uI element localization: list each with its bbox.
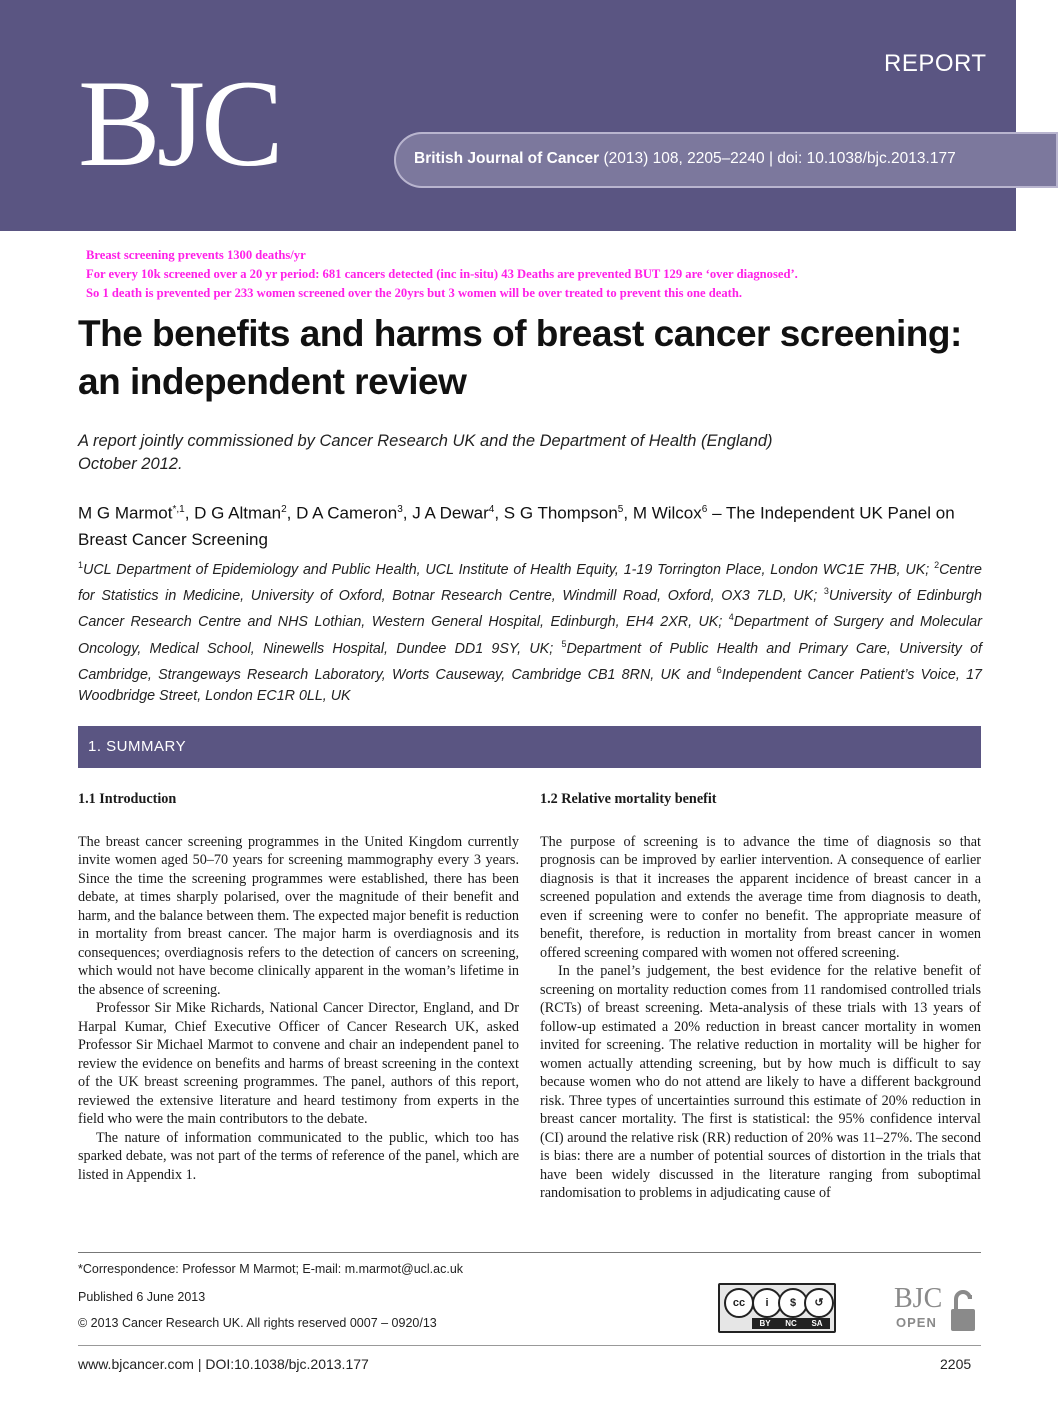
right-column — [540, 790, 981, 1203]
panel-name: – The Independent UK Panel on Breast Cancer Screening — [78, 503, 955, 549]
attribution-icon: i — [752, 1288, 782, 1318]
article-title: The benefits and harms of breast cancer screening: an independent review — [78, 313, 962, 402]
affiliation-text: UCL Department of Epidemiology and Public Health, UCL Institute of Health Equity, 1-19 Torrington Place, London WC1E 7HB, UK; — [83, 561, 935, 578]
cc-label-nc: NC — [778, 1318, 804, 1329]
open-logo-word: OPEN — [896, 1315, 937, 1330]
copyright-line: © 2013 Cancer Research UK. All rights reserved 0007 – 0920/13 — [78, 1316, 437, 1330]
section-heading: 1.1 Introduction — [78, 791, 177, 807]
article-subtitle — [78, 430, 978, 476]
subtitle-line: A report jointly commissioned by Cancer Research UK and the Department of Health (England) — [78, 432, 773, 450]
author-list: M G Marmot$^{*,1}$, D G Altman$^2$, D A Cameron$^3$, J A Dewar$^4$, S G Thompson$^5$, M Wilcox$^6$ – The Independent UK Panel on Breast Cancer Screening — [78, 503, 955, 549]
author-affiliation-mark: 3 — [397, 504, 403, 515]
footnote-divider — [78, 1252, 981, 1253]
affiliation-text: University of Edinburgh Cancer Research Centre and NHS Lothian, Western General Hospital, Edinburgh, EH4 2XR, UK; — [78, 587, 982, 631]
author-affiliation-mark: 5 — [617, 504, 624, 515]
subtitle-date: October 2012. — [78, 455, 183, 473]
author-name: M G Marmot — [78, 503, 173, 523]
author-name: D A Cameron — [296, 503, 398, 523]
section-header — [78, 726, 981, 768]
citation-text — [414, 150, 956, 168]
cc-icon: cc — [724, 1288, 754, 1318]
open-lock-icon — [948, 1287, 978, 1333]
report-tag: REPORT — [884, 50, 987, 77]
author-name: J A Dewar — [412, 503, 489, 523]
published-date: Published 6 June 2013 — [78, 1290, 206, 1304]
cc-label-by: BY — [752, 1318, 778, 1329]
footer-divider — [78, 1345, 981, 1346]
header-band — [0, 0, 1016, 231]
noncommercial-icon: $ — [778, 1288, 808, 1318]
page-number: 2205 — [940, 1356, 972, 1372]
page-url-doi[interactable]: www.bjcancer.com | DOI:10.1038/bjc.2013.177 — [78, 1356, 369, 1372]
citation-details: (2013) 108, 2205–2240 | doi: 10.1038/bjc.2013.177 — [603, 150, 956, 167]
affiliation-text: Centre for Statistics in Medicine, University of Oxford, Botnar Research Centre, Windmill Road, Oxford, OX3 7LD, UK; — [78, 561, 982, 604]
body-paragraph: The nature of information communicated to the public, which too has sparked debate, was not part of the terms of reference of the panel, which are listed in Appendix 1. — [78, 1129, 519, 1183]
annotation-line: So 1 death is prevented per 233 women screened over the 20yrs but 3 women will be over treated to prevent this one death. — [86, 286, 742, 300]
annotation-line: For every 10k screened over a 20 yr period: 681 cancers detected (inc in-situ) 43 Deaths are prevented BUT 129 are ‘over diagnosed’. — [86, 267, 798, 281]
author-affiliation-mark: 6 — [701, 504, 708, 515]
citation-pill — [394, 132, 1058, 188]
affiliation-mark: 4 — [728, 612, 734, 623]
affiliation-text: Independent Cancer Patient’s Voice, 17 Woodbridge Street, London EC1R 0LL, UK — [78, 666, 982, 704]
journal-logo: BJC — [78, 55, 280, 192]
cc-label-sa: SA — [804, 1318, 830, 1329]
creative-commons-badge[interactable] — [718, 1283, 836, 1333]
affiliation-text: Department of Surgery and Molecular Oncology, Medical School, Ninewells Hospital, Dundee DD1 9SY, UK; — [78, 614, 982, 657]
author-name: S G Thompson — [503, 503, 618, 523]
author-name: D G Altman — [194, 503, 282, 523]
section-title: 1. SUMMARY — [88, 738, 187, 755]
affiliation-mark: 2 — [934, 560, 940, 570]
body-paragraph: The breast cancer screening programmes in the United Kingdom currently invite women aged 50–70 years for screening mammography every 3 years. Since the time the screening programmes were established, there has been debate, at times sharply polarised, over the magnitude of their benefit and harm, and the balance between them. The expected major benefit is reduction in mortality from breast cancer. The major harm is overdiagnosis and its consequences; overdiagnosis refers to the detection of cancers on screening, which would not have become clinically apparent in the woman’s lifetime in the absence of screening. — [78, 833, 519, 998]
affiliation-mark: 6 — [716, 664, 722, 675]
left-column — [78, 790, 519, 1184]
annotation-line: Breast screening prevents 1300 deaths/yr — [86, 248, 306, 262]
handwritten-annotation — [86, 246, 798, 303]
body-paragraph: Professor Sir Mike Richards, National Cancer Director, England, and Dr Harpal Kumar, Chief Executive Officer of Cancer Research UK, asked Professor Sir Michael Marmot to convene and chair an independent panel to review the evidence on benefits and harms of breast screening in the context of the UK breast screening programmes. The panel, authors of this report, reviewed the extensive literature and heard testimony from experts in the field who were the main contributors to the debate. — [78, 1000, 519, 1127]
affiliations — [78, 555, 982, 707]
correspondence-note — [78, 1262, 463, 1276]
journal-name: British Journal of Cancer — [414, 150, 600, 167]
author-affiliation-mark: 4 — [488, 504, 495, 515]
affiliation-text: Department of Public Health and Primary Care, University of Cambridge, Strangeways Research Laboratory, Worts Causeway, Cambridge CB1 8RN, UK and — [78, 640, 983, 683]
open-logo-bjc: BJC — [894, 1283, 943, 1314]
affiliation-mark: 5 — [561, 638, 567, 649]
section-heading: 1.2 Relative mortality benefit — [540, 791, 717, 807]
affiliation-mark: 3 — [823, 586, 829, 597]
body-paragraph: In the panel’s judgement, the best evidence for the relative benefit of screening on mortality reduction comes from 11 randomised controlled trials (RCTs) of breast screening. Meta-analysis of these trials with 13 years of follow-up estimated a 20% reduction in breast cancer mortality in women invited for screening. The relative reduction in mortality will be higher for women actually attending screening, but by how much is difficult to say because women who do not attend are likely to have a different background risk. Three types of uncertainties surround this estimate of 20% reduction in breast cancer mortality. The first is statistical: the 95% confidence interval (CI) around the relative risk (RR) reduction of 20% was 11–27%. The second is bias: there are a number of potential sources of distortion in the trials that have been widely discussed in the literature ranging from suboptimal randomisation to problems in adjudicating cause of — [540, 963, 981, 1201]
body-paragraph: The purpose of screening is to advance the time of diagnosis so that prognosis can be improved by earlier intervention. A consequence of earlier diagnosis is that it increases the apparent incidence of breast cancer in a screened population and extends the average time from diagnosis to death, even if screening were to confer no benefit. The appropriate measure of benefit, therefore, is reduction in mortality from breast cancer in women offered screening compared with women not offered screening. — [540, 833, 981, 961]
bjc-open-logo — [894, 1285, 984, 1333]
sharealike-icon: ↺ — [804, 1288, 834, 1318]
affiliation-mark: 1 — [78, 560, 84, 570]
author-name: M Wilcox — [632, 503, 702, 523]
correspondence-text: *Correspondence: Professor M Marmot; E-mail: m.marmot@ucl.ac.uk — [78, 1262, 464, 1276]
author-affiliation-mark: 2 — [281, 504, 287, 515]
author-affiliation-mark: *,1 — [172, 504, 185, 515]
